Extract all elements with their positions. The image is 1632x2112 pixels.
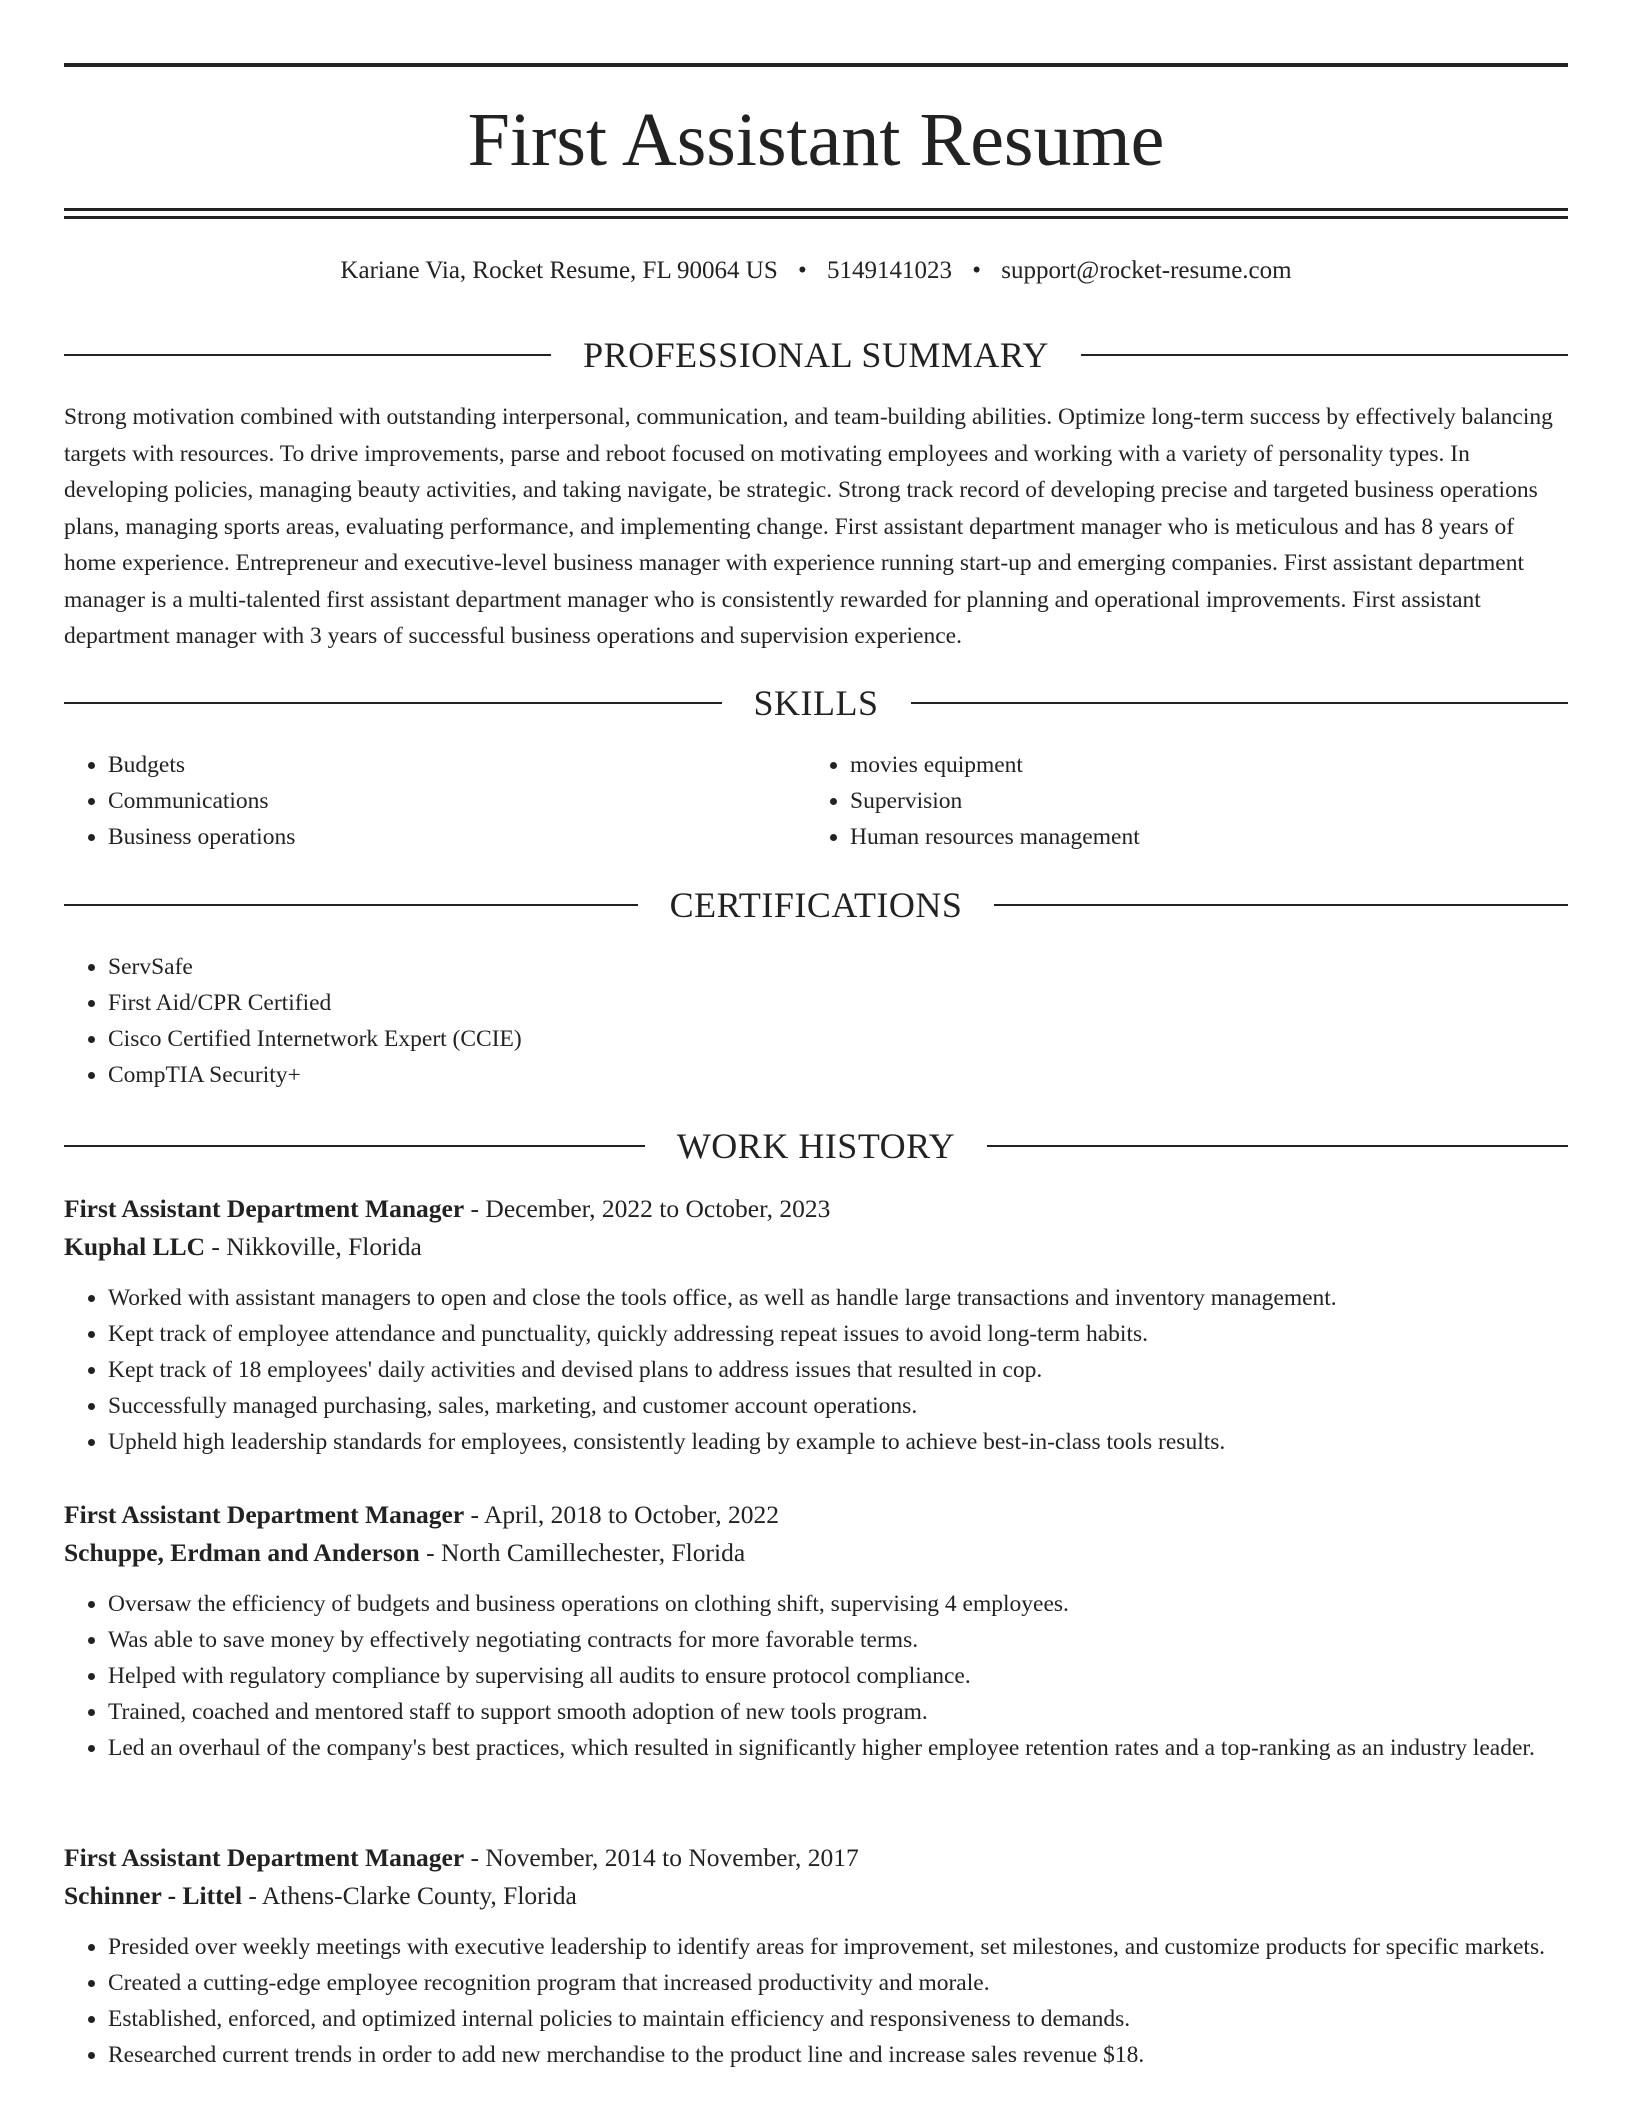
skill-item: • Budgets [108, 747, 764, 783]
contact-email: support@rocket-resume.com [1001, 257, 1292, 284]
job-dates: - November, 2014 to November, 2017 [464, 1843, 859, 1872]
job-bullet: • Was able to save money by effectively negotiating contracts for more favorable terms. [108, 1622, 1568, 1658]
heading-rule [64, 354, 551, 356]
contact-phone: 5149141023 [827, 257, 953, 284]
top-rule [64, 63, 1568, 67]
certification-item: • First Aid/CPR Certified [108, 985, 1568, 1021]
job-bullet: • Led an overhaul of the company's best practices, which resulted in significantly higher employee retention rates and a top-ranking as an industry leader. [108, 1730, 1568, 1766]
certification-item: • CompTIA Security+ [108, 1057, 1568, 1093]
skill-item: • Business operations [108, 819, 764, 855]
skill-item: • Communications [108, 783, 764, 819]
heading-rule [64, 904, 638, 906]
job-dates: - December, 2022 to October, 2023 [464, 1194, 831, 1223]
job-bullet: • Successfully managed purchasing, sales, marketing, and customer account operations. [108, 1388, 1568, 1424]
job-entry [64, 1190, 1568, 1460]
heading-rule [1081, 354, 1568, 356]
job-company-line [64, 1877, 1568, 1915]
certification-item: • Cisco Certified Internetwork Expert (CCIE) [108, 1021, 1568, 1057]
certification-item: • ServSafe [108, 949, 1568, 985]
skills-column-1 [64, 747, 764, 855]
job-title: First Assistant Department Manager [64, 1194, 465, 1223]
skill-item: • Human resources management [850, 819, 1566, 855]
contact-address: Kariane Via, Rocket Resume, FL 90064 US [340, 257, 778, 284]
job-bullet: • Presided over weekly meetings with executive leadership to identify areas for improvement, set milestones, and customize products for specific markets. [108, 1929, 1568, 1965]
job-bullet: • Trained, coached and mentored staff to support smooth adoption of new tools program. [108, 1694, 1568, 1730]
section-title: CERTIFICATIONS [669, 885, 963, 925]
skills-section-heading [64, 681, 1568, 725]
job-company-line [64, 1534, 1568, 1572]
job-bullet: • Kept track of employee attendance and punctuality, quickly addressing repeat issues to avoid long-term habits. [108, 1316, 1568, 1352]
skill-item: • Supervision [850, 783, 1566, 819]
job-bullets [64, 1929, 1568, 2073]
job-bullet: • Helped with regulatory compliance by supervising all audits to ensure protocol compliance. [108, 1658, 1568, 1694]
heading-rule [987, 1145, 1568, 1147]
contact-line [64, 254, 1568, 288]
certifications-section-heading [64, 883, 1568, 927]
job-bullet: • Oversaw the efficiency of budgets and business operations on clothing shift, supervising 4 employees. [108, 1586, 1568, 1622]
job-entry [64, 1496, 1568, 1766]
job-bullet: • Created a cutting-edge employee recognition program that increased productivity and morale. [108, 1965, 1568, 2001]
job-bullet: • Upheld high leadership standards for employees, consistently leading by example to achieve best-in-class tools results. [108, 1424, 1568, 1460]
job-location: - Nikkoville, Florida [205, 1232, 422, 1261]
title-rule-lower [64, 216, 1568, 219]
job-entry [64, 1839, 1568, 2073]
contact-separator: • [798, 257, 807, 284]
job-bullet: • Worked with assistant managers to open and close the tools office, as well as handle large transactions and inventory management. [108, 1280, 1568, 1316]
heading-rule [911, 702, 1569, 704]
heading-rule [994, 904, 1568, 906]
contact-separator: • [972, 257, 982, 284]
job-dates: - April, 2018 to October, 2022 [464, 1500, 780, 1529]
job-location: - North Camillechester, Florida [419, 1538, 746, 1567]
section-title: WORK HISTORY [676, 1126, 956, 1166]
work-history-section-heading [64, 1124, 1568, 1168]
certifications-list [64, 949, 1568, 1093]
section-title: SKILLS [753, 683, 879, 723]
skill-item: • movies equipment [850, 747, 1566, 783]
heading-rule [64, 702, 722, 704]
job-bullet: • Kept track of 18 employees' daily activities and devised plans to address issues that resulted in cop. [108, 1352, 1568, 1388]
resume-title: First Assistant Resume [467, 98, 1165, 182]
job-title: First Assistant Department Manager [64, 1843, 465, 1872]
job-title-line [64, 1190, 1568, 1228]
job-title-line [64, 1496, 1568, 1534]
job-title: First Assistant Department Manager [64, 1500, 465, 1529]
section-title: PROFESSIONAL SUMMARY [583, 335, 1049, 375]
heading-rule [64, 1145, 645, 1147]
job-company-line [64, 1228, 1568, 1266]
skills-column-2 [806, 747, 1566, 855]
summary-section-heading [64, 333, 1568, 377]
job-bullet: • Established, enforced, and optimized internal policies to maintain efficiency and responsiveness to demands. [108, 2001, 1568, 2037]
job-company: Schuppe, Erdman and Anderson [64, 1538, 420, 1567]
job-company: Schinner - Littel [64, 1881, 243, 1910]
job-bullet: • Researched current trends in order to add new merchandise to the product line and increase sales revenue $18. [108, 2037, 1568, 2073]
title-rule-upper [64, 208, 1568, 211]
job-bullets [64, 1586, 1568, 1766]
job-bullets [64, 1280, 1568, 1460]
job-title-line [64, 1839, 1568, 1877]
job-location: - Athens-Clarke County, Florida [242, 1881, 577, 1910]
summary-text: Strong motivation combined with outstanding interpersonal, communication, and team-building abilities. Optimize long-term success by effectively balancing targets with resources. To drive improvements, parse and reboot focused on motivating employees and working with a variety of personality types. In developing policies, managing beauty activities, and taking navigate, be strategic. Strong track record of developing precise and targeted business operations plans, managing sports areas, evaluating performance, and implementing change. First assistant department manager who is meticulous and has 8 years of home experience. Entrepreneur and executive-level business manager with experience running start-up and emerging companies. First assistant department manager is a multi-talented first assistant department manager who is consistently rewarded for planning and operational improvements. First assistant department manager with 3 years of successful business operations and supervision experience. [64, 404, 1553, 649]
job-company: Kuphal LLC [64, 1232, 206, 1261]
